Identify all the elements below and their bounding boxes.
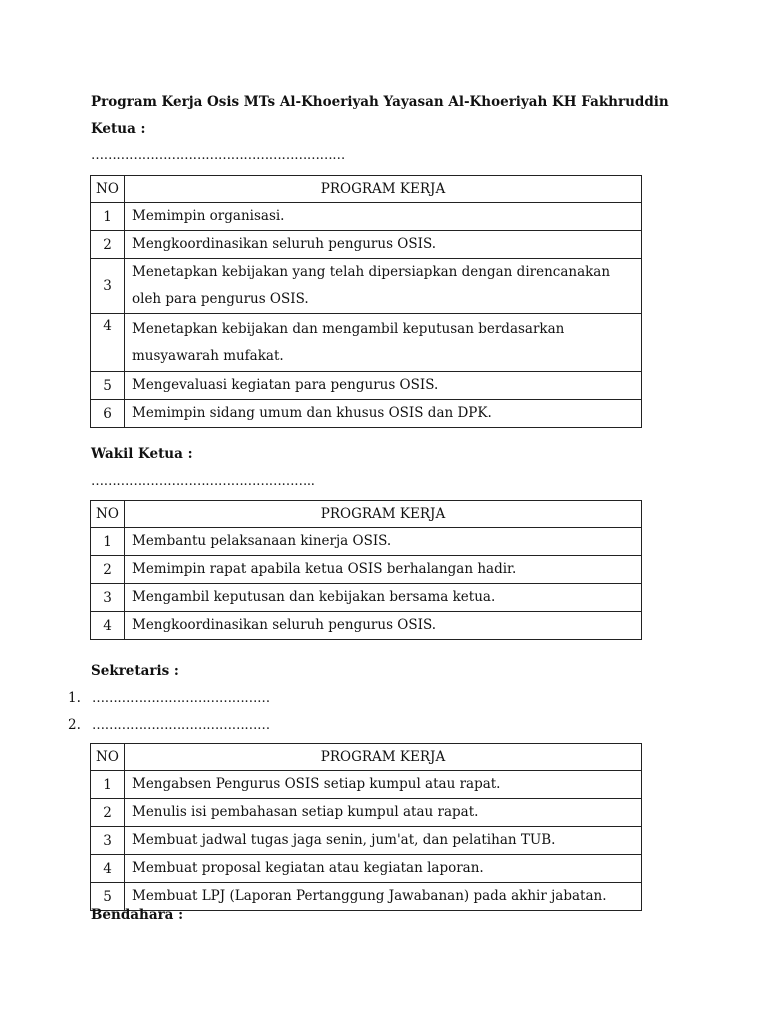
row-number: 3 (91, 584, 125, 612)
section-heading-bendahara: Bendahara : (91, 907, 184, 923)
table-row (91, 259, 642, 314)
row-program-text: Menetapkan kebijakan dan mengambil keputusan berdasarkan musyawarah mufakat. (125, 314, 642, 372)
list-number: 2. (68, 717, 81, 733)
table-header-no: NO (91, 176, 125, 203)
program-table-wakil-ketua (90, 500, 642, 640)
row-number: 4 (91, 855, 125, 883)
table-row (91, 799, 642, 827)
row-number: 3 (91, 827, 125, 855)
program-table-ketua (90, 175, 642, 428)
table-header-program: PROGRAM KERJA (125, 744, 642, 771)
row-number: 2 (91, 231, 125, 259)
row-number: 2 (91, 556, 125, 584)
table-header-program: PROGRAM KERJA (125, 501, 642, 528)
row-program-text: Menetapkan kebijakan yang telah dipersiapkan dengan direncanakan oleh para pengurus OSIS. (125, 259, 642, 314)
section-heading-sekretaris: Sekretaris : (91, 663, 179, 679)
row-program-text: Mengkoordinasikan seluruh pengurus OSIS. (125, 612, 642, 640)
row-program-text: Memimpin organisasi. (125, 203, 642, 231)
table-row (91, 855, 642, 883)
row-number: 4 (91, 314, 125, 372)
row-program-text: Mengambil keputusan dan kebijakan bersama ketua. (125, 584, 642, 612)
sekretaris-name-item (68, 690, 270, 706)
row-number: 5 (91, 883, 125, 911)
table-header-program: PROGRAM KERJA (125, 176, 642, 203)
row-number: 3 (91, 259, 125, 314)
row-number: 1 (91, 771, 125, 799)
document-title: Program Kerja Osis MTs Al-Khoeriyah Yayasan Al-Khoeriyah KH Fakhruddin (91, 94, 669, 110)
table-row (91, 556, 642, 584)
sekretaris-name-placeholder: …………………………………… (92, 718, 270, 733)
ketua-name-placeholder: …………………………………………………… (91, 148, 346, 163)
row-program-text: Mengabsen Pengurus OSIS setiap kumpul atau rapat. (125, 771, 642, 799)
row-number: 6 (91, 400, 125, 428)
row-number: 4 (91, 612, 125, 640)
row-number: 1 (91, 528, 125, 556)
row-program-text: Membuat LPJ (Laporan Pertanggung Jawabanan) pada akhir jabatan. (125, 883, 642, 911)
sekretaris-name-placeholder: …………………………………… (92, 691, 270, 706)
row-number: 5 (91, 372, 125, 400)
table-row (91, 528, 642, 556)
table-header-no: NO (91, 501, 125, 528)
table-row (91, 314, 642, 372)
wakil-ketua-name-placeholder: …………………………………………….. (91, 474, 315, 489)
table-row (91, 584, 642, 612)
row-program-text: Mengkoordinasikan seluruh pengurus OSIS. (125, 231, 642, 259)
row-program-text: Memimpin rapat apabila ketua OSIS berhalangan hadir. (125, 556, 642, 584)
list-number: 1. (68, 690, 81, 706)
sekretaris-name-item (68, 717, 270, 733)
table-row (91, 372, 642, 400)
row-program-text: Membuat jadwal tugas jaga senin, jum'at, dan pelatihan TUB. (125, 827, 642, 855)
table-row (91, 771, 642, 799)
table-row (91, 400, 642, 428)
table-row (91, 827, 642, 855)
section-heading-wakil-ketua: Wakil Ketua : (91, 446, 193, 462)
table-row (91, 612, 642, 640)
row-program-text: Membuat proposal kegiatan atau kegiatan laporan. (125, 855, 642, 883)
row-number: 1 (91, 203, 125, 231)
row-program-text: Memimpin sidang umum dan khusus OSIS dan DPK. (125, 400, 642, 428)
program-table-sekretaris (90, 743, 642, 911)
row-program-text: Membantu pelaksanaan kinerja OSIS. (125, 528, 642, 556)
section-heading-ketua: Ketua : (91, 121, 146, 137)
table-row (91, 203, 642, 231)
table-row (91, 231, 642, 259)
row-number: 2 (91, 799, 125, 827)
row-program-text: Mengevaluasi kegiatan para pengurus OSIS. (125, 372, 642, 400)
table-header-no: NO (91, 744, 125, 771)
row-program-text: Menulis isi pembahasan setiap kumpul atau rapat. (125, 799, 642, 827)
